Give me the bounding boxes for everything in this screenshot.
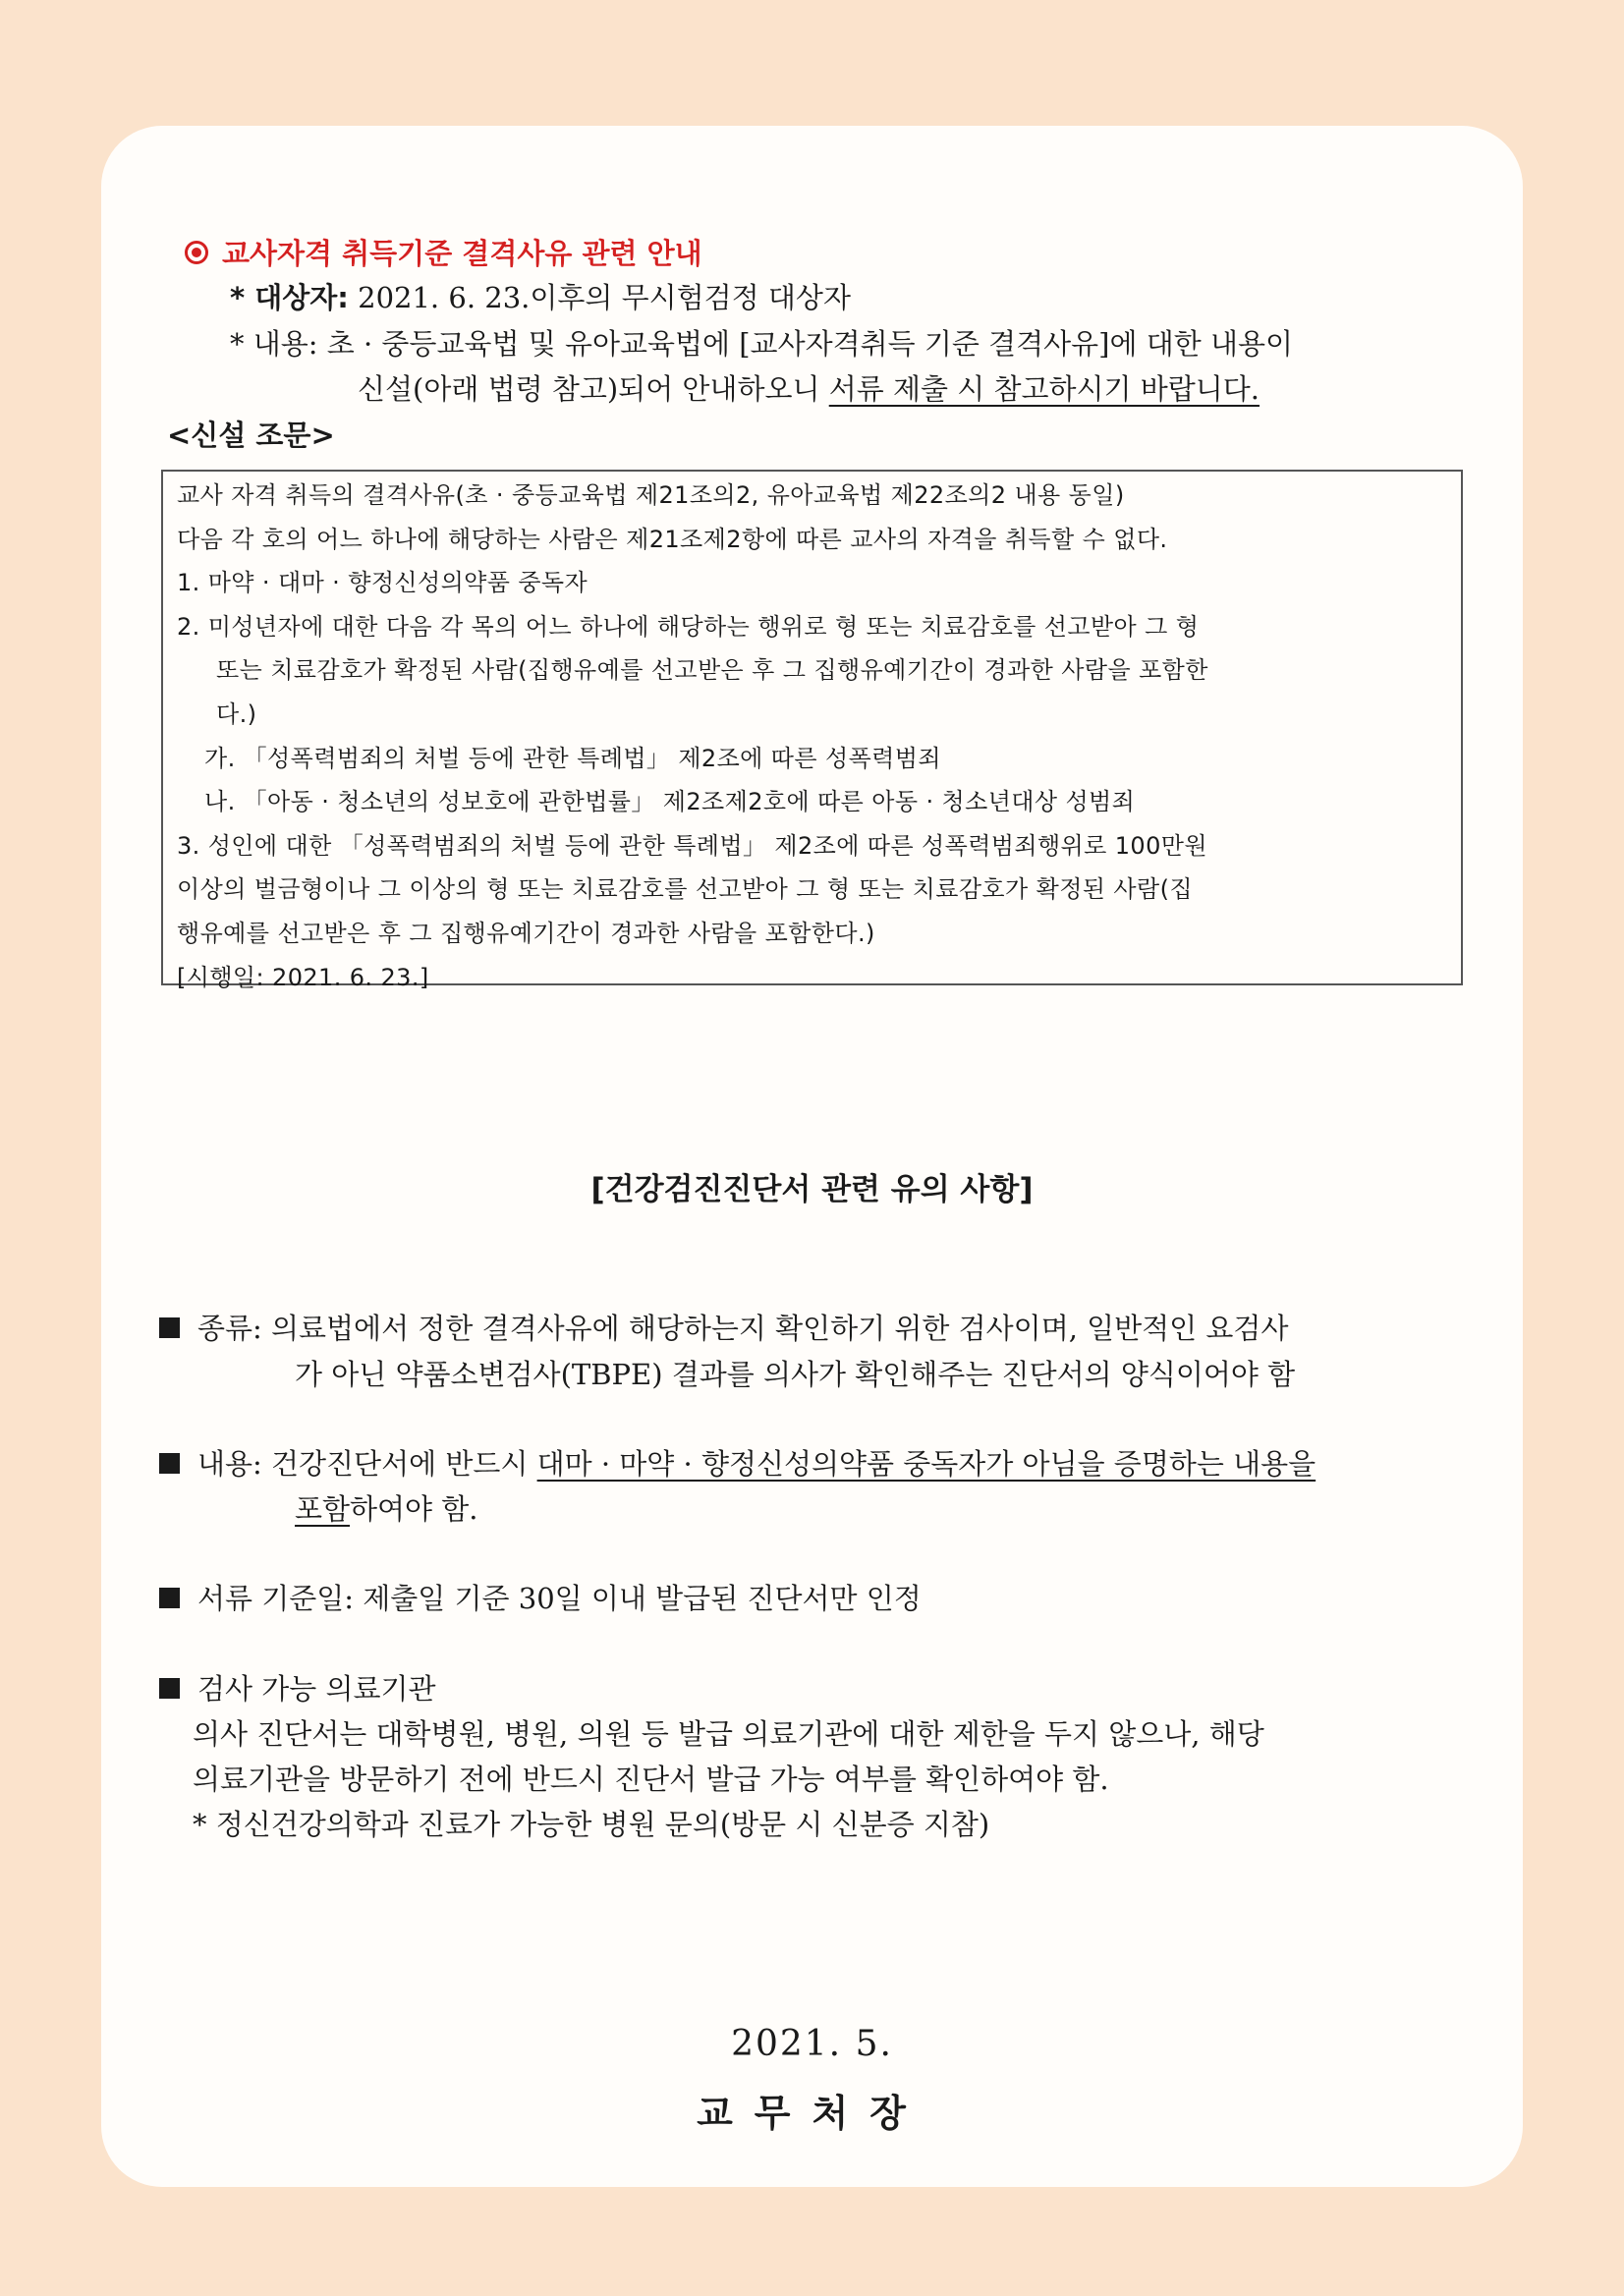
provision-line: 교사 자격 취득의 결격사유(초 · 중등교육법 제21조의2, 유아교육법 제22조의2 내용 동일): [177, 481, 1125, 509]
provision-box: [161, 470, 1463, 991]
radio-bullet-icon: [185, 241, 208, 264]
content-text-1: 초 · 중등교육법 및 유아교육법에 [교사자격취득 기준 결격사유]에 대한 내용이: [317, 327, 1293, 361]
type-text-1: 종류: 의료법에서 정한 결격사유에 해당하는지 확인하기 위한 검사이며, 일반적인 요검사: [197, 1312, 1289, 1345]
notice-title-text: 교사자격 취득기준 결격사유 관련 안내: [222, 237, 702, 270]
provision-line: 이상의 벌금형이나 그 이상의 형 또는 치료감호를 선고받아 그 형 또는 치료감호가 확정된 사람(집: [177, 875, 1193, 904]
health-content-text-2: 하여야 함.: [350, 1492, 478, 1526]
provision-line: 2. 미성년자에 대한 다음 각 목의 어느 하나에 해당하는 행위로 형 또는 치료감호를 선고받아 그 형: [177, 612, 1200, 641]
issue-date: 2021. 5.: [731, 2024, 893, 2064]
target-line: [230, 275, 851, 320]
target-label: * 대상자:: [230, 281, 349, 314]
type-line-1: [159, 1306, 1288, 1351]
hospital-heading: [159, 1666, 436, 1711]
document-date-text: 서류 기준일: 제출일 기준 30일 이내 발급된 진단서만 인정: [197, 1582, 922, 1615]
content-text-2: 신설(아래 법령 참고)되어 안내하오니: [358, 372, 829, 406]
health-section-title: [건강검진진단서 관련 유의 사항]: [590, 1172, 1034, 1207]
provision-line: 나. 「아동 · 청소년의 성보호에 관한법률」 제2조제2호에 따른 아동 · 청소년대상 성범죄: [204, 788, 1136, 816]
health-content-line-1: [159, 1441, 1316, 1486]
health-content-underlined-1: 대마 · 마약 · 향정신성의약품 중독자가 아님을 증명하는 내용을: [536, 1447, 1316, 1481]
content-text-2-underlined: 서류 제출 시 참고하시기 바랍니다.: [828, 372, 1260, 406]
provision-line: 다.): [216, 700, 257, 728]
square-bullet-icon: [159, 1678, 180, 1699]
content-line-2: [358, 366, 1260, 412]
content-label: * 내용:: [230, 327, 318, 361]
hospital-note: * 정신건강의학과 진료가 가능한 병원 문의(방문 시 신분증 지참): [193, 1808, 990, 1841]
health-content-text-1: 내용: 건강진단서에 반드시: [197, 1447, 537, 1481]
provision-line: 3. 성인에 대한 「성폭력범죄의 처벌 등에 관한 특례법」 제2조에 따른 성폭력범죄행위로 100만원: [177, 831, 1207, 860]
hospital-line-2: 의료기관을 방문하기 전에 반드시 진단서 발급 가능 여부를 확인하여야 함.: [193, 1763, 1109, 1796]
square-bullet-icon: [159, 1453, 180, 1474]
square-bullet-icon: [159, 1317, 180, 1338]
square-bullet-icon: [159, 1588, 180, 1608]
provision-line: 가. 「성폭력범죄의 처벌 등에 관한 특례법」 제2조에 따른 성폭력범죄: [204, 744, 941, 772]
health-content-line-2: [295, 1486, 478, 1532]
hospital-line-1: 의사 진단서는 대학병원, 병원, 의원 등 발급 의료기관에 대한 제한을 두지 않으나, 해당: [193, 1717, 1264, 1751]
new-provision-heading: <신설 조문>: [167, 419, 335, 452]
hospital-heading-text: 검사 가능 의료기관: [197, 1672, 436, 1706]
notice-title: [185, 232, 702, 272]
provision-line: 또는 치료감호가 확정된 사람(집행유예를 선고받은 후 그 집행유예기간이 경과한 사람을 포함한: [216, 656, 1208, 685]
document-date-line: [159, 1576, 922, 1621]
target-value: 2021. 6. 23.이후의 무시험검정 대상자: [348, 281, 851, 314]
health-content-underlined-2: 포함: [295, 1492, 351, 1526]
provision-line: 1. 마약 · 대마 · 향정신성의약품 중독자: [177, 569, 588, 597]
provision-line: 행유예를 선고받은 후 그 집행유예기간이 경과한 사람을 포함한다.): [177, 919, 875, 947]
provision-line: [시행일: 2021. 6. 23.]: [177, 963, 429, 991]
signer: 교무처장: [697, 2091, 927, 2135]
provision-line: 다음 각 호의 어느 하나에 해당하는 사람은 제21조제2항에 따른 교사의 자격을 취득할 수 없다.: [177, 525, 1168, 553]
type-line-2: 가 아닌 약품소변검사(TBPE) 결과를 의사가 확인해주는 진단서의 양식이어야 함: [295, 1358, 1296, 1391]
content-line-1: [230, 321, 1293, 366]
